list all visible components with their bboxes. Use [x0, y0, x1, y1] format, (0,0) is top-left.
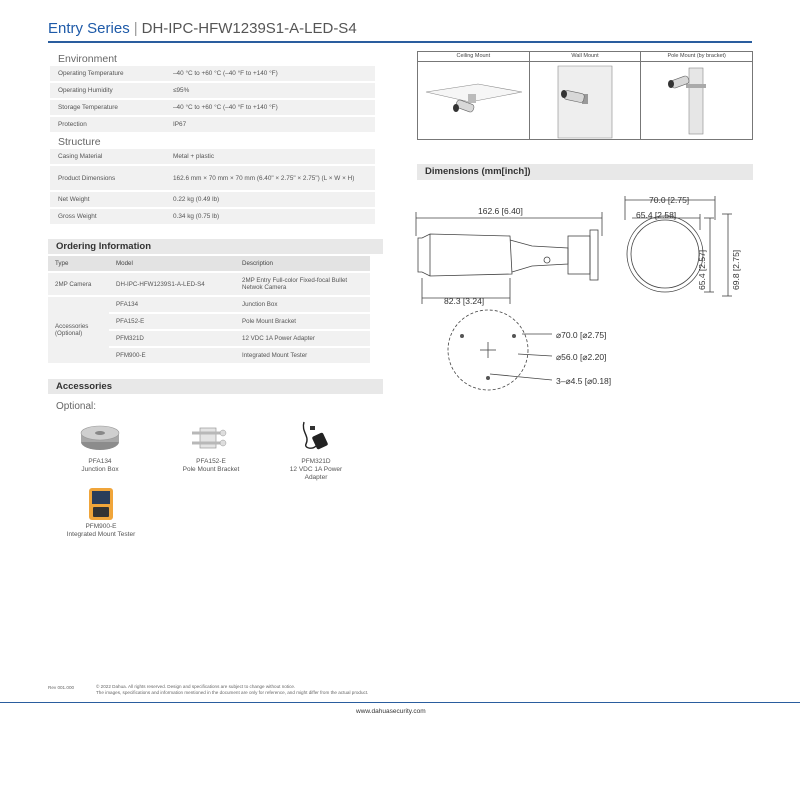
wall-mount-image	[530, 62, 640, 140]
accessory-name: Junction Box	[81, 466, 119, 473]
dimensions-title: Dimensions (mm[inch])	[417, 164, 753, 180]
copyright-notice	[96, 684, 368, 696]
junction-box-image	[78, 422, 122, 454]
pole-mount-image	[641, 62, 751, 140]
spec-value: 162.6 mm × 70 mm × 70 mm (6.40" × 2.75" × 2.75") (L × W × H)	[165, 166, 375, 190]
dim-length: 162.6 [6.40]	[478, 206, 523, 216]
table-row	[48, 273, 370, 295]
accessory-caption	[170, 458, 252, 474]
spec-label: Casing Material	[50, 149, 165, 164]
ordering-table	[48, 254, 370, 365]
spec-value: 0.34 kg (0.75 lb)	[165, 209, 375, 224]
dim-height-b: 69.8 [2.75]	[731, 249, 741, 290]
dim-bracket-depth: 82.3 [3.24]	[444, 296, 485, 306]
spec-value: IP67	[165, 117, 375, 132]
description-cell: Pole Mount Bracket	[235, 314, 370, 329]
spec-label: Operating Temperature	[50, 66, 165, 81]
description-cell: 12 VDC 1A Power Adapter	[235, 331, 370, 346]
table-row	[50, 209, 375, 224]
dim-height-a: 65.4 [2.57]	[697, 249, 707, 290]
accessories-title: Accessories	[48, 379, 383, 394]
environment-table	[50, 64, 375, 134]
dim-base-outer: ⌀70.0 [⌀2.75]	[556, 330, 607, 340]
spec-label: Net Weight	[50, 192, 165, 207]
accessory-code: PFA152-E	[196, 458, 226, 465]
ceiling-mount-image	[418, 62, 528, 140]
optional-label: Optional:	[56, 401, 97, 412]
description-cell: Integrated Mount Tester	[235, 348, 370, 363]
spec-value: –40 °C to +60 °C (–40 °F to +140 °F)	[165, 66, 375, 81]
accessory-name: Pole Mount Bracket	[182, 466, 240, 473]
column-header: Description	[235, 256, 370, 271]
model-cell: PFM321D	[109, 331, 235, 346]
spec-value: –40 °C to +60 °C (–40 °F to +140 °F)	[165, 100, 375, 115]
description-cell: 2MP Entry Full-color Fixed-focal Bullet Netwok Camera	[235, 273, 370, 295]
spec-label: Operating Humidity	[50, 83, 165, 98]
model-cell: PFA134	[109, 297, 235, 312]
column-header: Model	[109, 256, 235, 271]
table-row	[50, 192, 375, 207]
accessory-caption	[278, 458, 354, 482]
header-rule	[48, 41, 752, 43]
spec-label: Gross Weight	[50, 209, 165, 224]
accessory-code: PFM900-E	[85, 523, 117, 530]
power-adapter-image	[298, 418, 332, 454]
model-title: DH-IPC-HFW1239S1-A-LED-S4	[141, 20, 357, 37]
mount-cell-wall	[530, 52, 642, 139]
series-title: Entry Series	[48, 20, 130, 37]
model-cell: PFM900-E	[109, 348, 235, 363]
mount-cell-pole	[641, 52, 752, 139]
structure-title: Structure	[58, 136, 101, 148]
structure-table	[50, 147, 375, 226]
column-header: Type	[48, 256, 109, 271]
mount-label: Pole Mount (by bracket)	[641, 52, 752, 62]
table-row	[50, 149, 375, 164]
accessory-caption	[62, 458, 138, 474]
environment-title: Environment	[58, 53, 117, 65]
dimensions-drawing	[410, 190, 760, 400]
ordering-title: Ordering Information	[48, 239, 383, 254]
spec-label: Storage Temperature	[50, 100, 165, 115]
dim-base-inner: ⌀56.0 [⌀2.20]	[556, 352, 607, 362]
mount-panel	[417, 51, 753, 140]
dim-holes: 3–⌀4.5 [⌀0.18]	[556, 376, 612, 386]
table-row	[50, 100, 375, 115]
mount-cell-ceiling	[418, 52, 530, 139]
type-cell: Accessories (Optional)	[48, 297, 109, 363]
pole-bracket-image	[190, 424, 232, 452]
model-cell: PFA152-E	[109, 314, 235, 329]
type-cell: 2MP Camera	[48, 273, 109, 295]
header-separator: |	[133, 20, 138, 37]
spec-value: 0.22 kg (0.49 lb)	[165, 192, 375, 207]
dim-inner-width: 65.4 [2.58]	[636, 210, 677, 220]
table-header-row	[48, 256, 370, 271]
table-row	[48, 297, 370, 312]
spec-label: Protection	[50, 117, 165, 132]
mount-label: Wall Mount	[530, 52, 641, 62]
website-link[interactable]: www.dahuasecurity.com	[356, 708, 426, 715]
mount-tester-image	[86, 486, 116, 522]
page-header	[48, 20, 357, 37]
spec-label: Product Dimensions	[50, 166, 165, 190]
table-row	[50, 117, 375, 132]
revision-label: Rev 001.000	[48, 685, 75, 690]
spec-value: ≤95%	[165, 83, 375, 98]
description-cell: Junction Box	[235, 297, 370, 312]
mount-label: Ceiling Mount	[418, 52, 529, 62]
model-cell: DH-IPC-HFW1239S1-A-LED-S4	[109, 273, 235, 295]
table-row	[50, 66, 375, 81]
copyright-line: The images, specifications and information mentioned in the document are only for reference, and might differ from the actual product.	[96, 690, 369, 695]
footer-rule	[0, 702, 800, 703]
accessory-name: Integrated Mount Tester	[66, 531, 136, 538]
accessory-code: PFM321D	[301, 458, 331, 465]
accessory-caption	[62, 523, 140, 539]
dim-width: 70.0 [2.75]	[649, 195, 690, 205]
copyright-line: © 2022 Dahua. All rights reserved. Design and specifications are subject to change without notice.	[96, 684, 296, 689]
table-row	[50, 83, 375, 98]
table-row	[50, 166, 375, 190]
spec-value: Metal + plastic	[165, 149, 375, 164]
accessory-name: 12 VDC 1A Power Adapter	[289, 466, 343, 481]
accessory-code: PFA134	[88, 458, 112, 465]
